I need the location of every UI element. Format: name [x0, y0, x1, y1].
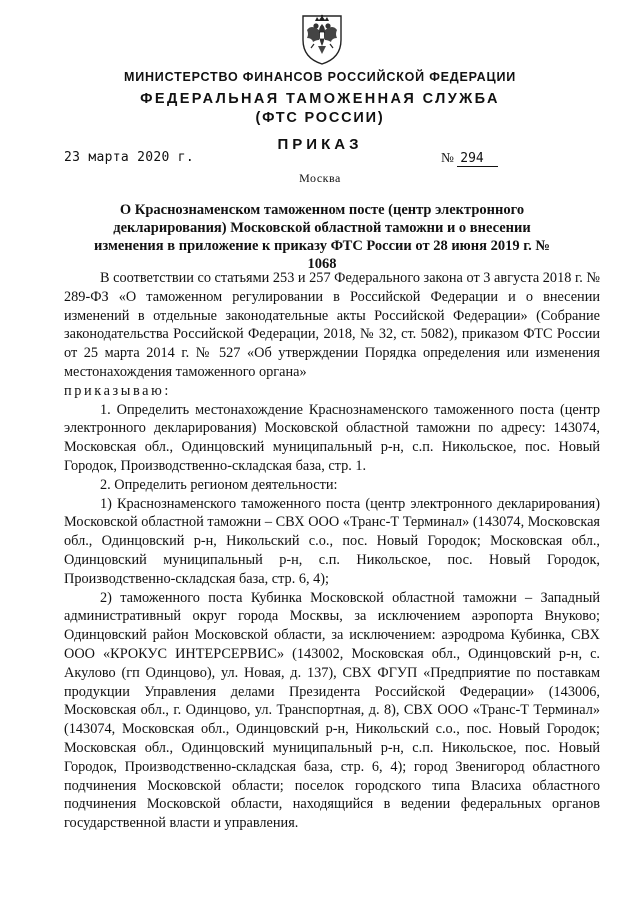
document-type-title: ПРИКАЗ [277, 136, 363, 153]
city: Москва [299, 171, 341, 185]
order-number-field [441, 150, 498, 167]
item-2-2: 2) таможенного поста Кубинка Московской областной таможни – Западный административный округ города Москвы, за исключением аэропорта Внуково; Одинцовский район Московской области, за исключением: аэродрома Кубинка, СВХ ООО «КРОКУС ИНТЕРСЕРВИС» (143002, Московская обл., Одинцовский р-н, с. Акулово (гп Одинцово), ул. Новая, д. 137), СВХ ФГУП «Предприятие по поставкам продукции Управления делами Президента Российской Федерации» (143006, Московская обл., г. Одинцово, ул. Транспортная, д. 8), СВХ ООО «Транс-Т Терминал» (143074, Московская обл., Одинцовский р-н, Никольский с.о., пос. Новый Городок; Московская обл., Одинцовский муниципальный р-н, с.п. Никольское, пос. Новый Городок, Производственно-складская база, стр. 6, 4); город Звенигород областного подчинения Московской области; поселок городского типа Власиха областного подчинения Московской области, находящийся в ведении федеральных органов государственной власти и управления. [64, 589, 600, 832]
item-2: 2. Определить регионом деятельности: [100, 476, 338, 493]
item-2-1: 1) Краснознаменского таможенного поста (центр электронного декларирования) Московской областной таможни – СВХ ООО «Транс-Т Терминал» (143074, Московская обл., Одинцовский р-н, Никольский с.о., пос. Новый Городок; Московская обл., Одинцовский муниципальный р-н, с.п. Никольское, пос. Новый Городок, Производственно-складская база, стр. 6, 4); [64, 495, 600, 587]
russian-coat-of-arms-icon [299, 10, 345, 66]
order-body [64, 269, 600, 833]
service-name: ФЕДЕРАЛЬНАЯ ТАМОЖЕННАЯ СЛУЖБА [140, 91, 500, 107]
order-date: 23 марта 2020 г. [64, 150, 195, 165]
service-abbreviation: (ФТС РОССИИ) [255, 110, 385, 126]
order-number: 294 [457, 151, 497, 167]
order-number-label: № [441, 150, 454, 165]
order-subject: О Краснознаменском таможенном посте (центр электронного декларирования) Московской областной таможни и о внесении изменения в приложение к приказу ФТС России от 28 июня 2019 г. № 1068 [94, 202, 550, 272]
ministry-name: МИНИСТЕРСТВО ФИНАНСОВ РОССИЙСКОЙ ФЕДЕРАЦИИ [123, 70, 517, 84]
directive: приказываю: [64, 382, 171, 399]
preamble-paragraph: В соответствии со статьями 253 и 257 Федерального закона от 3 августа 2018 г. № 289-ФЗ «О таможенном регулировании в Российской Федерации и о внесении изменений в отдельные законодательные акты Российской Федерации» (Собрание законодательства Российской Федерации, 2018, № 32, ст. 5082), приказом ФТС России от 25 марта 2014 г. № 527 «Об утверждении Порядка определения или изменения местонахождения таможенного органа» [64, 270, 600, 380]
item-1: 1. Определить местонахождение Краснознаменского таможенного поста (центр электронного декларирования) Московской областной таможни по адресу: 143074, Московская обл., Одинцовский муниципальный р-н, с.п. Никольское, пос. Новый Городок, Производственно-складская база, стр. 1. [64, 401, 600, 474]
